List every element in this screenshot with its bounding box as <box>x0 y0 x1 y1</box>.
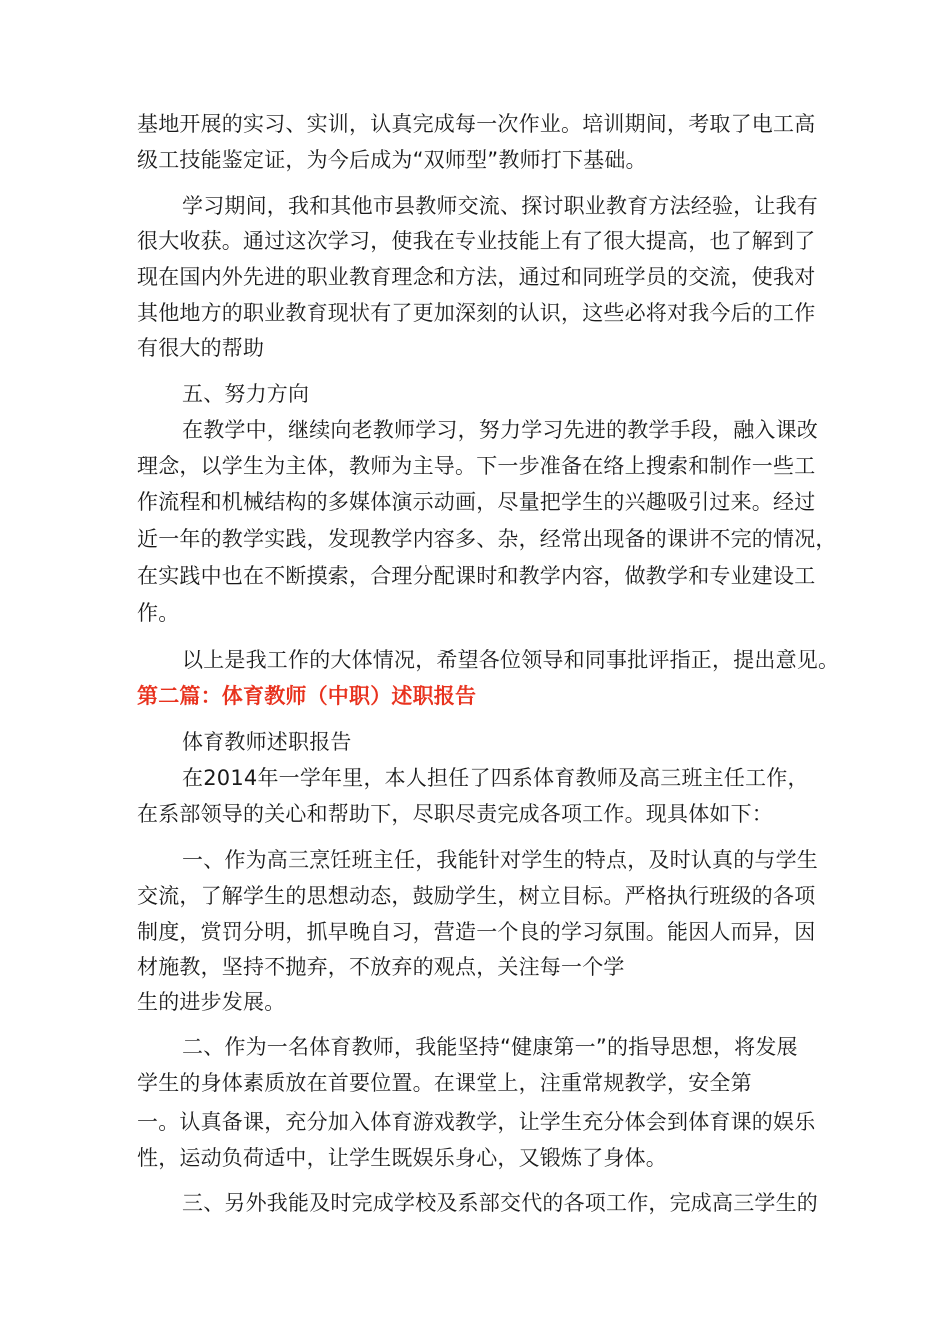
paragraph-line: 学习期间，我和其他市县教师交流、探讨职业教育方法经验，让我有 <box>182 194 818 218</box>
paragraph-line: 性，运动负荷适中，让学生既娱乐身心，又锻炼了身体。 <box>137 1146 667 1170</box>
paragraph-line: 近一年的教学实践，发现教学内容多、杂，经常出现备的课讲不完的情况， <box>137 527 837 551</box>
report-title: 体育教师述职报告 <box>182 730 352 754</box>
paragraph-line: 在实践中也在不断摸索，合理分配课时和教学内容，做教学和专业建设工 <box>137 564 816 588</box>
paragraph-line: 作流程和机械结构的多媒体演示动画，尽量把学生的兴趣吸引过来。经过 <box>137 490 816 514</box>
paragraph-line: 生的进步发展。 <box>137 990 286 1014</box>
paragraph-line: 理念，以学生为主体，教师为主导。下一步准备在络上搜索和制作一些工 <box>137 454 816 478</box>
paragraph-line: 以上是我工作的大体情况，希望各位领导和同事批评指正，提出意见。 <box>182 648 840 672</box>
paragraph-line: 材施教，坚持不抛弃，不放弃的观点，关注每一个学 <box>137 955 625 979</box>
paragraph-line: 很大收获。通过这次学习，使我在专业技能上有了很大提高，也了解到了 <box>137 229 816 253</box>
paragraph-line: 在教学中，继续向老教师学习，努力学习先进的教学手段，融入课改 <box>182 418 818 442</box>
paragraph-line: 其他地方的职业教育现状有了更加深刻的认识，这些必将对我今后的工作 <box>137 301 816 325</box>
paragraph-line: 一、作为高三烹饪班主任，我能针对学生的特点，及时认真的与学生 <box>182 848 818 872</box>
paragraph-line: 一。认真备课，充分加入体育游戏教学，让学生充分体会到体育课的娱乐 <box>137 1110 816 1134</box>
paragraph-line: 现在国内外先进的职业教育理念和方法，通过和同班学员的交流，使我对 <box>137 265 816 289</box>
paragraph-line: 在系部领导的关心和帮助下，尽职尽责完成各项工作。现具体如下： <box>137 802 773 826</box>
paragraph-line: 三、另外我能及时完成学校及系部交代的各项工作，完成高三学生的 <box>182 1191 818 1215</box>
chapter-heading: 第二篇：体育教师（中职）述职报告 <box>137 684 477 708</box>
paragraph-line: 学生的身体素质放在首要位置。在课堂上，注重常规教学，安全第 <box>137 1071 752 1095</box>
section-heading: 五、努力方向 <box>182 382 310 406</box>
paragraph-line: 作。 <box>137 601 180 625</box>
paragraph-line: 二、作为一名体育教师，我能坚持“健康第一”的指导思想，将发展 <box>182 1035 798 1059</box>
paragraph-line: 制度，赏罚分明，抓早晚自习，营造一个良的学习氛围。能因人而异，因 <box>137 920 816 944</box>
paragraph-line: 交流，了解学生的思想动态，鼓励学生，树立目标。严格执行班级的各项 <box>137 884 816 908</box>
paragraph-line: 基地开展的实习、实训，认真完成每一次作业。培训期间，考取了电工高 <box>137 112 816 136</box>
paragraph-line: 在2014年一学年里，本人担任了四系体育教师及高三班主任工作， <box>182 766 809 790</box>
paragraph-line: 有很大的帮助 <box>137 336 265 360</box>
paragraph-line: 级工技能鉴定证，为今后成为“双师型”教师打下基础。 <box>137 148 647 172</box>
